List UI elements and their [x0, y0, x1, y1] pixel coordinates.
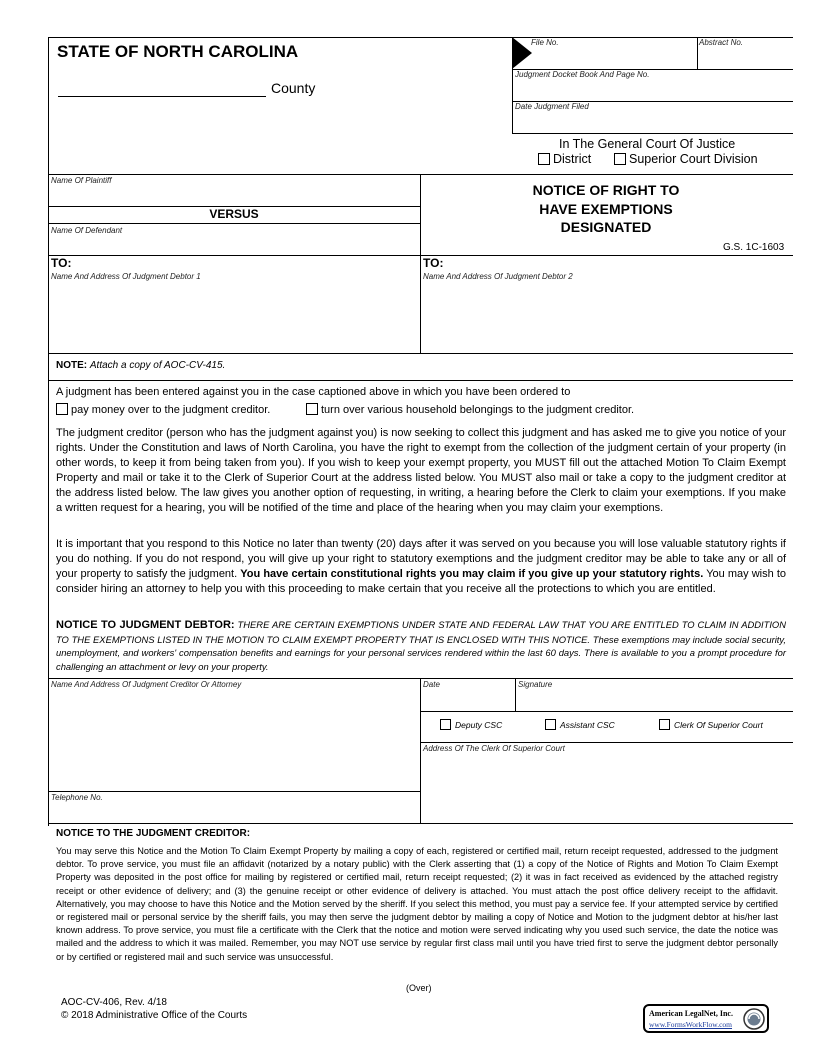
assistant-checkbox[interactable]	[545, 719, 556, 730]
district-checkbox[interactable]	[538, 153, 550, 165]
plaintiff-label: Name Of Plaintiff	[51, 176, 112, 185]
to-label-2: TO:	[423, 256, 444, 270]
clerk-option[interactable]: Clerk Of Superior Court	[659, 719, 763, 730]
versus-label: VERSUS	[209, 207, 259, 221]
clerk-checkbox[interactable]	[659, 719, 670, 730]
debtor1-label: Name And Address Of Judgment Debtor 1	[51, 272, 201, 281]
district-option[interactable]: District	[538, 152, 591, 166]
clerk-address-label: Address Of The Clerk Of Superior Court	[423, 744, 565, 753]
docket-label: Judgment Docket Book And Page No.	[515, 70, 650, 79]
county-label: County	[271, 80, 316, 96]
notice-to-debtor: NOTICE TO JUDGMENT DEBTOR: THERE ARE CERTAIN EXEMPTIONS UNDER STATE AND FEDERAL LAW THAT YOU ARE ENTITLED TO CLAIM IN ADDITION TO THE EXEMPTIONS LISTED IN THE MOTION TO CLAIM EXEMPT PROPERTY THAT IS ENCLOSED WITH THIS NOTICE. These exemptions may include social security, unemployment, and workers' compensation benefits and earnings for your personal services rendered within the last 60 days. There is available to you a prompt procedure for challenging an attachment or levy on your property.	[56, 619, 786, 672]
creditor-notice-heading: NOTICE TO THE JUDGMENT CREDITOR:	[56, 828, 251, 839]
pay-money-checkbox[interactable]	[56, 403, 68, 415]
superior-checkbox[interactable]	[614, 153, 626, 165]
over-label: (Over)	[406, 983, 432, 993]
defendant-label: Name Of Defendant	[51, 226, 123, 235]
superior-option[interactable]: Superior Court Division	[614, 152, 758, 166]
statute-ref: G.S. 1C-1603	[723, 242, 785, 253]
debtor2-label: Name And Address Of Judgment Debtor 2	[423, 272, 573, 281]
creditor-notice-text: You may serve this Notice and the Motion To Claim Exempt Property by mailing a copy of each, registered or certified mail, return receipt requested, addressed to the judgment debtor. To prove service, you must file an affidavit (notarized by a notary public) with the Clerk asserting that (1) a copy of the Notice of Rights and Motion To Claim Exempt Property was deposited in the post office for mailing by registered or certified mail, return receipt requested; (2) it was in fact received as evidenced by the attached registry receipt or other evidence of delivery; and (3) the genuine receipt or other evidence of delivery is attached. You must attach the post office delivery receipt to the affidavit. Alternatively, you may choose to have this Notice and the Motion served by the sheriff. If you select this method, you must pay a service fee. If your attempted service by certified or registered mail or personal service by the sheriff fails, you may then serve the judgment debtor by mailing a copy of Notice and Motion to the judgment debtor at his/her last known address. To prove service, you must file a certificate with the Clerk that the notice and motion were served indicating why you used such service, the date the notice was mailed and the address to which it was mailed. Remember, you may NOT use service by regular first class mail until you have tried first to serve the judgment debtor personally or by certified or registered mail and such service was unsuccessful.	[56, 846, 778, 962]
vendor-url[interactable]: www.FormsWorkFlow.com	[649, 1020, 733, 1029]
date-filed-label: Date Judgment Filed	[515, 102, 589, 111]
court-line: In The General Court Of Justice	[559, 137, 736, 151]
rights-paragraph: The judgment creditor (person who has the judgment against you) is now seeking to collect this judgment and has asked me to give you notice of your rights. Under the Constitution and laws of North Carolina, you have the right to exempt from the collection of the judgment certain of your property (in other words, to keep it from being taken from you). If you wish to keep your exempt property, you MUST fill out the attached Motion To Claim Exempt Property and mail or take it to the Clerk of Superior Court at the address listed below. You MUST also mail or take a copy to the judgment creditor at the address listed below. The law gives you another option of requesting, in writing, a hearing before the Clerk to claim your exemptions. If you make a written request for a hearing, you will be notified of the time and place of the hearing when you may claim your exemptions.	[56, 427, 786, 514]
vendor-badge[interactable]	[643, 1004, 769, 1033]
creditor-label: Name And Address Of Judgment Creditor Or Attorney	[51, 680, 242, 689]
assistant-option[interactable]: Assistant CSC	[545, 719, 615, 730]
copyright: © 2018 Administrative Office of the Courts	[61, 1010, 248, 1021]
file-no-label: File No.	[531, 38, 559, 47]
vendor-logo-icon	[743, 1008, 765, 1030]
intro-text: A judgment has been entered against you in the case captioned above in which you have been ordered to	[56, 386, 571, 398]
corner-marker-icon	[512, 37, 532, 69]
telephone-label: Telephone No.	[51, 793, 103, 802]
response-paragraph: It is important that you respond to this Notice no later than twenty (20) days after it was served on you because you will lose valuable statutory rights if you do nothing. If you do not respond, you will give up your right to statutory exemptions and the judgment creditor may be able to take any or all of your property to satisfy the judgment. You have certain constitutional rights you may claim if you give up your statutory rights. You may wish to consider hiring an attorney to help you with this proceeding to make certain that you receive all the protections to which you are entitled.	[56, 538, 786, 595]
deputy-option[interactable]: Deputy CSC	[440, 719, 502, 730]
date-label: Date	[423, 680, 440, 689]
state-title: STATE OF NORTH CAROLINA	[57, 42, 299, 61]
form-number: AOC-CV-406, Rev. 4/18	[61, 997, 167, 1008]
household-option[interactable]: turn over various household belongings to the judgment creditor.	[306, 403, 634, 416]
note-line: NOTE: Attach a copy of AOC-CV-415.	[56, 360, 226, 371]
deputy-checkbox[interactable]	[440, 719, 451, 730]
to-label-1: TO:	[51, 256, 72, 270]
abstract-no-label: Abstract No.	[699, 38, 744, 47]
vendor-name: American LegalNet, Inc.	[649, 1009, 733, 1018]
pay-money-option[interactable]: pay money over to the judgment creditor.	[56, 403, 270, 416]
signature-label: Signature	[518, 680, 553, 689]
form-title: NOTICE OF RIGHT TO HAVE EXEMPTIONS DESIGNATED	[532, 182, 680, 235]
household-checkbox[interactable]	[306, 403, 318, 415]
